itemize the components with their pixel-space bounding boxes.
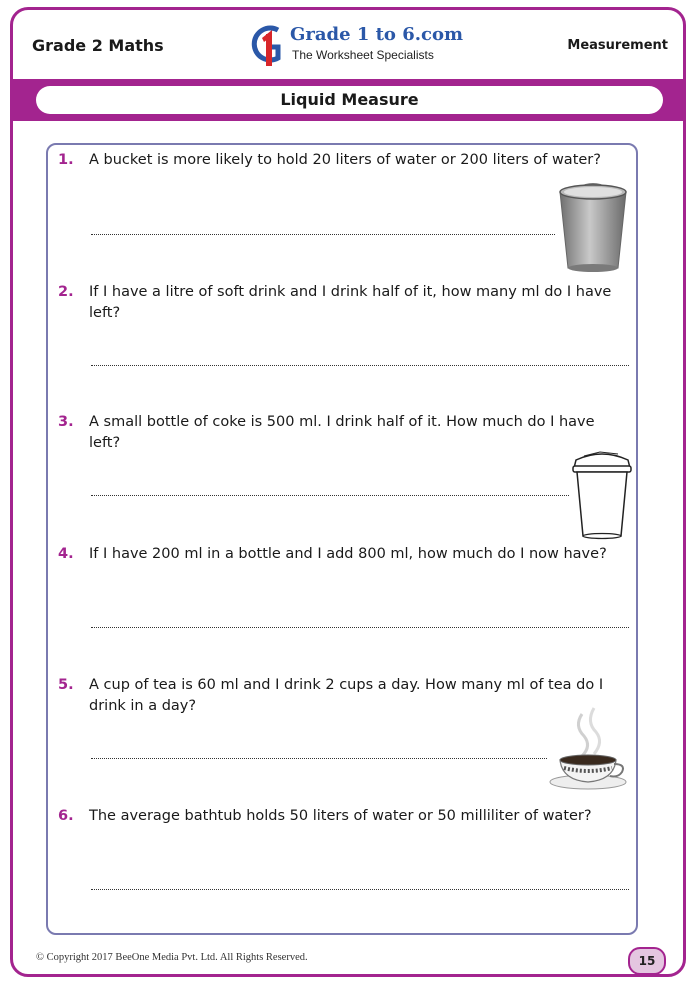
logo-title: Grade 1 to 6.com [290, 24, 464, 45]
question-text: A bucket is more likely to hold 20 liters of water or 200 liters of water? [89, 152, 601, 168]
question-number: 1. [58, 152, 74, 168]
answer-line[interactable] [91, 627, 629, 628]
question-2 [58, 282, 628, 326]
worksheet-title: Liquid Measure [36, 86, 663, 114]
answer-line[interactable] [91, 365, 629, 366]
copyright-text: © Copyright 2017 BeeOne Media Pvt. Ltd. All Rights Reserved. [36, 952, 308, 963]
bucket-icon [554, 176, 632, 272]
question-6 [58, 806, 628, 850]
question-4 [58, 544, 628, 588]
question-number: 3. [58, 414, 74, 430]
question-text: The average bathtub holds 50 liters of water or 50 milliliter of water? [89, 808, 592, 824]
logo-tagline: The Worksheet Specialists [292, 48, 434, 62]
question-number: 2. [58, 284, 74, 300]
question-5 [58, 675, 628, 719]
page-number-badge: 15 [628, 947, 666, 975]
topic-label: Measurement [567, 38, 668, 53]
question-text: If I have 200 ml in a bottle and I add 800 ml, how much do I now have? [89, 546, 607, 562]
question-text: A small bottle of coke is 500 ml. I drink half of it. How much do I have left? [89, 414, 595, 451]
question-1 [58, 150, 628, 194]
question-number: 6. [58, 808, 74, 824]
answer-line[interactable] [91, 495, 569, 496]
grade-label: Grade 2 Maths [32, 36, 164, 55]
question-number: 5. [58, 677, 74, 693]
cup-icon [570, 446, 634, 540]
answer-line[interactable] [91, 889, 629, 890]
answer-line[interactable] [91, 758, 547, 759]
logo-mark-icon [248, 20, 290, 68]
logo [248, 20, 464, 72]
answer-line[interactable] [91, 234, 555, 235]
question-text: A cup of tea is 60 ml and I drink 2 cups a day. How many ml of tea do I drink in a day? [89, 677, 604, 714]
question-3 [58, 412, 628, 456]
question-text: If I have a litre of soft drink and I drink half of it, how many ml do I have left? [89, 284, 612, 321]
question-number: 4. [58, 546, 74, 562]
tea-cup-icon [548, 704, 630, 792]
